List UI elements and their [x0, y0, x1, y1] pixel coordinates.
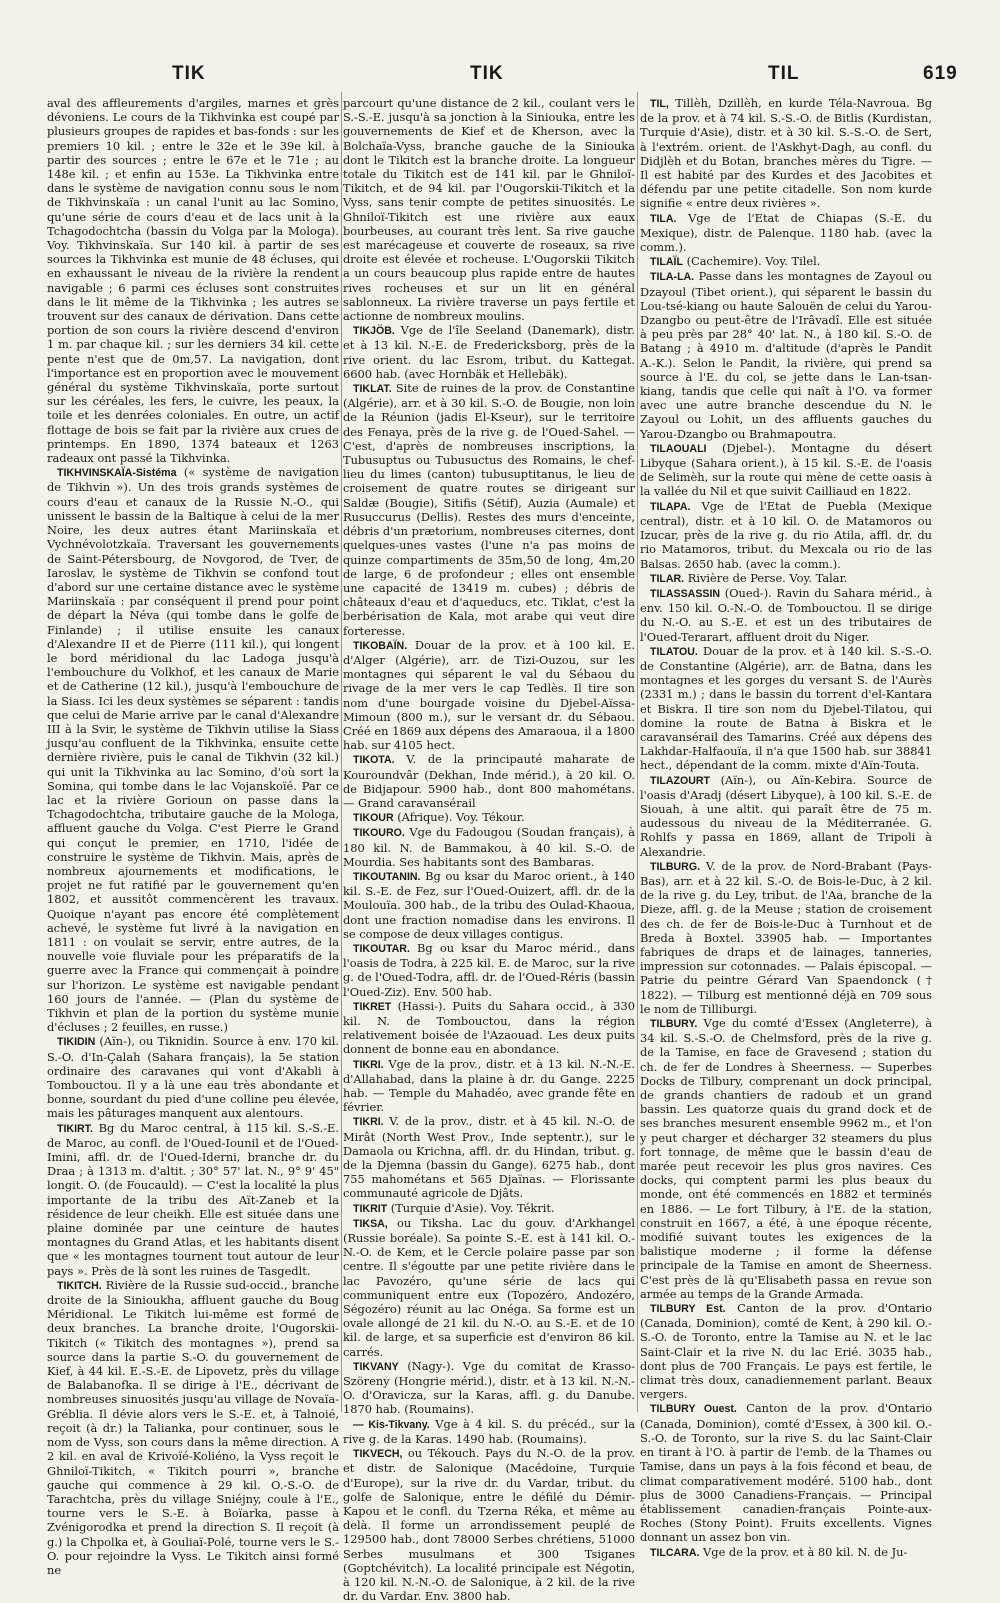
- entry-body: Rivière de Perse. Voy. Talar.: [684, 570, 848, 585]
- header-right-guide-word: TIL: [768, 63, 800, 84]
- dictionary-entry: [47, 465, 339, 1034]
- dictionary-entry: [640, 586, 932, 644]
- dictionary-entry: [343, 1057, 635, 1115]
- entry-headword: TIL,: [650, 98, 669, 110]
- entry-body: ou Tékouch. Pays du N.-O. de la prov. et distr. de Salonique (Macédoine, Turquie d'Europe), sur la rive dr. du Vardar, tribut. du golfe de Salonique, entre le défilé du Démir-Kapou et le confl. du Tzerna Réka, et même au delà. Il forme un arrondissement peuplé de 129500 hab., dont 78000 Serbes chrétiens, 51000 Serbes musulmans et 300 Tsiganes (Goptchévitch). La localité principale est Négotin, à 120 kil. N.-N.-O. de Salonique, à 2 kil. de la rive dr. du Vardar. Env. 3800 hab.: [343, 1446, 635, 1603]
- dictionary-entry: [640, 1016, 932, 1301]
- entry-body: V. de la prov. de Nord-Brabant (Pays-Bas), arr. et à 22 kil. S.-O. de Bois-le-Duc, à 2 kil. de la rive g. du Ley, tribut. de l'Aa, branche de la Dieze, affl. g. de la Meuse ; station de croisement des ch. de fer de Bois-le-Duc à Turnhout et de Breda à Boxtel. 33905 hab. — Importantes fabriques de draps et de lainages, tanneries, impression sur cotonnades. — Palais épiscopal. — Patrie du peintre Gérard Van Spaendonck († 1822). — Tilburg est mentionné déjà en 709 sous le nom de Tilliburgi.: [640, 858, 932, 1016]
- dictionary-entry: [343, 638, 635, 753]
- dictionary-entry: [343, 752, 635, 810]
- entry-body: Douar de la prov. et à 140 kil. S.-S.-O. de Constantine (Algérie), arr. de Batna, dans les montagnes et les gorges du versant S. de l'Aurès (2331 m.) ; dans le bassin du torrent d'el-Kantara et Biskra. Il tire son nom du Djebel-Tilatou, qui domine la route de Batna à Biskra et le caravansérail des Tamarins. Créé aux dépens des Lakhdar-Halfaouïa, il n'a que 1500 hab. sur 38841 hect., dépendant de la comm. mixte d'Aïn-Touta.: [640, 643, 932, 773]
- entry-body: Vge à 4 kil. S. du précéd., sur la rive g. de la Karas. 1490 hab. (Roumains).: [343, 1416, 636, 1446]
- dictionary-entry: [640, 499, 932, 571]
- dictionary-entry: [47, 1121, 339, 1278]
- entry-body: Vge de l'Etat de Puebla (Mexique central), distr. et à 10 kil. O. de Matamoros ou Izucar, près de la rive g. du rio Atila, affl. dr. du rio Matamoros, tribut. du Mexcala ou rio de las Balsas. 2650 hab. (avec la comm.).: [640, 498, 932, 571]
- entry-body: (Aïn-), ou Aïn-Kebira. Source de l'oasis d'Aradj (désert Libyque), à 100 kil. S.-E. de Siouah, à une altit. qui paraît être de 75 m. audessous du niveau de la Méditerranée. G. Rohlfs y passa en 1869, allant de Tripoli à Alexandrie.: [640, 772, 932, 859]
- entry-headword: — Kis-Tikvany.: [353, 1418, 430, 1431]
- dictionary-entry: [343, 825, 635, 869]
- entry-headword: TILA.: [650, 212, 677, 225]
- entry-body: Canton de la prov. d'Ontario (Canada, Dominion), comté de Kent, à 290 kil. O.-S.-O. de Toronto, entre la Tamise au N. et le lac Saint-Clair et la rive N. du lac Erié. 3035 hab., dont plus de 700 Français. Le pays est fertile, le climat très doux, canadiennement parlant. Beaux vergers.: [640, 1301, 932, 1402]
- entry-body: Bg ou ksar du Maroc mérid., dans l'oasis de Todra, à 225 kil. E. de Maroc, sur la rive g. de l'Oued-Todra, affl. dr. de l'Oued-Réris (bassin l'Oued-Ziz). Env. 500 hab.: [343, 940, 635, 999]
- dictionary-entry: [343, 323, 635, 381]
- entry-headword: TIKITCH.: [57, 1279, 102, 1292]
- dictionary-entry: [343, 1114, 635, 1200]
- entry-headword: TILAPA.: [650, 500, 691, 513]
- entry-body: (Aïn-), ou Tiknidin. Source à env. 170 kil. S.-O. d'In-Çalah (Sahara français), la 5e station ordinaire des caravanes qui vont d'Akabli à Tombouctou. Il y a là une eau très abondante et bonne, sourdant du pied d'une colline peu élevée, mais les pâturages manquent aux alentours.: [47, 1034, 339, 1121]
- entry-body: Bg du Maroc central, à 115 kil. S.-S.-E. de Maroc, au confl. de l'Oued-Iounil et de l'Oued-Imini, affl. dr. de l'Oued-Iderni, branche dr. du Draa ; à 1313 m. d'altit. ; 30° 57' lat. N., 9° 9' 45" longit. O. (de Foucauld). — C'est la localité la plus importante de la tribu des Aït-Zaneb et la résidence de leur cheikh. Elle est située dans une plaine dominée par une ceinture de hautes montagnes du Grand Atlas, et les habitants disent que « les montagnes tournent tout autour de leur pays ». Près de là sont les ruines de Tasgedlt.: [47, 1120, 339, 1278]
- dictionary-entry: [343, 1446, 635, 1603]
- dictionary-entry: [640, 1301, 932, 1401]
- header-center-guide-word: TIK: [470, 63, 504, 84]
- entry-headword: TILAÏL: [650, 256, 683, 269]
- dictionary-entry: [640, 859, 932, 1016]
- entry-body: ou Tiksha. Lac du gouv. d'Arkhangel (Russie boréale). Sa pointe S.-E. est à 141 kil. O.-N.-O. de Kem, et le Cercle polaire passe par son centre. Il s'égoutte par une petite rivière dans le lac Pavozéro, qu'une série de lacs qui communiquent entre eux (Topozéro, Andozéro, Ségozéro) réunit au lac Onéga. Sa forme est un ovale allongé de 21 kil. du N.-O. au S.-E. et de 10 kil. de large, et sa superficie est d'environ 86 kil. carrés.: [343, 1215, 635, 1359]
- entry-headword: TIKSA,: [353, 1217, 388, 1230]
- entry-headword: TILASSASSIN: [650, 587, 721, 600]
- entry-body: (Hassi-). Puits du Sahara occid., à 330 kil. N. de Tombouctou, dans la région relativement boisée de l'Azaouad. Les deux puits donnent de bonne eau en abondance.: [343, 998, 635, 1057]
- dictionary-entry: [640, 644, 932, 773]
- entry-body: Vge de l'Etat de Chiapas (S.-E. du Mexique), distr. de Palenque. 1180 hab. (avec la comm.).: [640, 210, 932, 255]
- entry-body: Canton de la prov. d'Ontario (Canada, Dominion), comté d'Essex, à 300 kil. O.-S.-O. de Toronto, sur la rive S. du lac Saint-Clair en tirant à l'O. à partir de l'emb. de la Thames ou Tamise, dans un pays à la fois fécond et beau, de climat comparativement modéré. 5100 hab., dont plus de 3000 Canadiens-Français. — Principal établissement canadien-français Pointe-aux-Roches (Stony Point). Fruits excellents. Vignes donnant un assez bon vin.: [640, 1401, 932, 1545]
- entry-headword: TILBURY Est.: [650, 1303, 726, 1316]
- dictionary-entry: [640, 1401, 932, 1544]
- entry-headword: TIKVECH,: [353, 1448, 403, 1461]
- dictionary-entry: [343, 810, 635, 825]
- entry-body: Bg ou ksar du Maroc orient., à 140 kil. S.-E. de Fez, sur l'Oued-Ouizert, affl. dr. de la Moulouïa. 300 hab., de la tribu des Oulad-Khaoua, dont une fraction nomadise dans les environs. Il se compose de deux villages contigus.: [343, 868, 635, 941]
- entry-body: aval des affleurements d'argiles, marnes et grès dévoniens. Le cours de la Tikhvinka est coupé par plusieurs groupes de rapides et bas-fonds : sur les premiers 10 kil. ; entre le 32e et le 39e kil. à partir des sources ; entre le 67e et le 71e ; au 148e kil. ; et enfin au 153e. La Tikhvinka entre dans le système de navigation connu sous le nom de Tikhvinskaïa : un canal l'unit au lac Somino, qu'une série de cours d'eau et de lacs unit à la Tchagodochtcha (bassin du Volga par la Mologa). Voy. Tikhvinskaïa. Sur 140 kil. à partir de ses sources la Tikhvinka est munie de 48 écluses, qui en exhaussant le niveau de la rivière la rendent navigable ; 6 parmi ces écluses sont construites dans le lit même de la Tikhvinka ; les autres se trouvent sur des canaux de dérivation. Dans cette portion de son cours la rivière descend d'environ 1 m. par chaque kil. ; sur les derniers 34 kil. cette pente n'est que de 0m,57. La navigation, dont l'importance est en proportion avec le mouvement général du système Tikhvinskaïa, porte surtout sur les céréales, les fers, le cuivre, les peaux, la toile et les denrées coloniales. En outre, un actif flottage de bois se fait par la rivière aux crues de printemps. En 1890, 1374 bateaux et 1263 radeaux ont passé la Tikhvinka.: [47, 96, 339, 466]
- dictionary-entry: [640, 96, 932, 211]
- entry-headword: TILATOU.: [650, 645, 698, 658]
- dictionary-entry: [47, 1278, 339, 1577]
- entry-headword: TIKOUTAR.: [353, 942, 410, 955]
- dictionary-entry: [640, 211, 932, 255]
- dictionary-entry: [640, 773, 932, 859]
- entry-body: Site de ruines de la prov. de Constantine (Algérie), arr. et à 30 kil. S.-O. de Bougie, non loin de la Réunion (jadis El-Kseur), sur le territoire des Fenaya, près de la rive g. de l'Oued-Sahel. — C'est, d'après de nombreuses inscriptions, la Tubusuptus ou Tubusuctus des Romains, le chef-lieu du limes (canton) tubusuptitanus, le lieu de croisement de quatre routes se dirigeant sur Saldæ (Bougie), Sitifis (Sétif), Auzia (Aumale) et Rusuccurus (Dellis). Restes des murs d'enceinte, débris d'un prætorium, nombreuses citernes, dont quelques-unes vastes (l'une n'a pas moins de quinze compartiments de 35m,50 de long, 4m,20 de large, 6 de profondeur ; elles ont ensemble une capacité de 13419 m. cubes) ; débris de châteaux d'eau et d'aqueducs, etc. Tiklat, c'est la berbérisation de Kala, mot arabe qui veut dire forteresse.: [343, 381, 635, 638]
- entry-headword: TILCARA.: [650, 1546, 700, 1559]
- entry-headword: TIKOUTANIN.: [353, 870, 421, 883]
- entry-body: (Djebel-). Montagne du désert Libyque (Sahara orient.), à 15 kil. S.-E. de l'oasis de Selimèh, sur la route qui mène de cette oasis à la vallée du Nil et que suivit Cailliaud en 1822.: [640, 440, 932, 499]
- column-divider: [637, 92, 638, 1412]
- dictionary-entry: [343, 1417, 635, 1446]
- page-number: 619: [923, 63, 958, 84]
- dictionary-entry: [640, 254, 932, 269]
- entry-body: Vge du comté d'Essex (Angleterre), à 34 kil. S.-S.-O. de Chelmsford, près de la rive g. de la Tamise, en face de Gravesend ; station du ch. de fer de Londres à Sheerness. — Superbes Docks de Tilbury, comprenant un dock principal, de grands chantiers de radoub et un grand bassin. Les quatorze quais du grand dock et de ses branches mesurent ensemble 9962 m., et l'on y peut charger et décharger 32 steamers du plus fort tonnage, de même que le bassin d'eau de marée peut recevoir les plus gros navires. Ces docks, qui comptent parmi les plus beaux du monde, ont été commencés en 1882 et terminés en 1886. — Le fort Tilbury, à l'E. de la station, construit en 1667, a été, à une époque récente, modifié suivant toutes les exigences de la balistique moderne ; il forme la défense principale de la Tamise en amont de Sheerness. C'est près de là qu'Elisabeth passa en revue son armée au temps de la Grande Armada.: [640, 1016, 932, 1301]
- entry-body: (Oued-). Ravin du Sahara mérid., à env. 150 kil. O.-N.-O. de Tombouctou. Il se dirige du N.-O. au S.-E. et est un des tributaires de l'Oued-Terarart, affluent droit du Niger.: [640, 585, 932, 644]
- entry-body: parcourt qu'une distance de 2 kil., coulant vers le S.-S.-E. jusqu'à sa jonction à la Siniouka, entre les gouvernements de Kief et de Kherson, avec la Bolchaïa-Vyss, branche gauche de la Siniouka dont le Tikitch est la branche droite. La longueur totale du Tikitch est de 141 kil. par le Ghniloï-Tikitch, et de 94 kil. par l'Ougorskii-Tikitch et la Vyss, sans tenir compte de petites sinuosités. Le Ghniloï-Tikitch est une rivière aux eaux bourbeuses, au courant très lent. Sa rive gauche est marécageuse et couverte de roseaux, sa rive droite est élevée et rocheuse. L'Ougorskii Tikitch a un cours beaucoup plus rapide entre de hautes rives rocheuses et sur un lit en général sablonneux. La rivière traverse un pays fertile et actionne de nombreux moulins.: [343, 96, 635, 324]
- entry-headword: TIKRI.: [353, 1116, 384, 1129]
- entry-body: Douar de la prov. et à 100 kil. E. d'Alger (Algérie), arr. de Tizi-Ouzou, sur les montagnes qui séparent le val du Sébaou du rivage de la mer vers le cap Tedlès. Il tire son nom d'une bourgade voisine du Djebel-Aïssa-Mimoun (800 m.), sur le versant dr. du Sébaou. Créé en 1869 aux dépens des Amaraoua, il a 1800 hab. sur 4105 hect.: [343, 637, 635, 753]
- entry-body: (Cachemire). Voy. Tilel.: [682, 254, 821, 269]
- entry-headword: TIKIDIN: [57, 1036, 96, 1049]
- entry-body: (Nagy-). Vge du comitat de Krasso-Szöreny (Hongrie mérid.), distr. et à 13 kil. N.-N.-O. d'Oravicza, sur la Karas, affl. g. du Danube. 1870 hab. (Roumains).: [343, 1358, 635, 1417]
- entry-body: (Turquie d'Asie). Voy. Tékrit.: [387, 1200, 555, 1215]
- dictionary-entry: [343, 1216, 635, 1359]
- entry-headword: TILAZOURT: [650, 774, 711, 787]
- entry-body: (Afrique). Voy. Tékour.: [393, 810, 525, 825]
- entry-body: Vge de la prov. et à 80 kil. N. de Ju-: [699, 1544, 908, 1559]
- dictionary-entry: [640, 441, 932, 499]
- entry-body: Vge de l'île Seeland (Danemark), distr. et à 13 kil. N.-E. de Fredericksborg, près de la rive orient. du lac Esrom, tribut. du Kattegat. 6600 hab. (avec Hornbäk et Hellebäk).: [343, 323, 635, 381]
- dictionary-entry: [343, 999, 635, 1057]
- entry-headword: TILBURG.: [650, 860, 701, 873]
- dictionary-entry: [343, 96, 635, 323]
- entry-headword: TIKRI.: [353, 1058, 384, 1071]
- entry-headword: TILBURY.: [650, 1018, 698, 1030]
- entry-body: Passe dans les montagnes de Zayoul ou Dzayoul (Tibet orient.), qui séparent le bassin du Lou-tsé-kiang ou haute Salouën de celui du Yarou-Dzangbo ou peut-être de l'Irâvadî. Elle est située à peu près par 28° 40' lat. N., à 180 kil. S.-O. de Batang ; à 4910 m. d'altitude (d'après le Pandit A.-K.). Selon le Pandit, la rivière, qui prend sa source à l'E. du col, se jette dans le Lan-tsan-kiang, tandis que celle qui naît à l'O. va former avec une autre branche descendue du N. le Zayoul ou Lohit, un des affluents gauches du Yarou-Dzangbo ou Brahmapoutra.: [640, 269, 932, 441]
- entry-headword: TILAR.: [650, 572, 685, 585]
- entry-headword: TIKLAT.: [353, 383, 392, 396]
- entry-body: Tillèh, Dzillèh, en kurde Téla-Navroua. Bg de la prov. et à 74 kil. S.-S.-O. de Bitlis (Kurdistan, Turquie d'Asie), distr. et à 30 kil. S.-S.-O. de Sert, à l'extrém. orient. de l'Askhyt-Dagh, au confl. du Didjlèh et du Botan, branches mères du Tigre. — Il est habité par des Kurdes et des Jacobites et défendu par une petite citadelle. Son nom kurde signifie « entre deux rivières ».: [640, 96, 932, 211]
- entry-headword: TIKRET: [353, 1000, 392, 1013]
- entry-headword: TILBURY Ouest.: [650, 1403, 737, 1416]
- text-column-3: [640, 96, 932, 1559]
- entry-body: Rivière de la Russie sud-occid., branche droite de la Sinioukha, affluent gauche du Boug Méridional. Le Tikitch lui-même est formé de deux branches. La branche droite, l'Ougorskii-Tikitch (« Tikitch des montagnes »), prend sa source dans la partie S.-O. du gouvernement de Kief, à 44 kil. E.-S.-E. de Lipovetz, près du village de Balabanofka. Il se dirige à l'E., décrivant de nombreuses sinuosités jusqu'au village de Novaïa-Gréblia. Il dévie alors vers le S.-E. et, à Talnoié, reçoit (à dr.) la Talianka, pour continuer, sous le nom de Vyss, son cours dans la même direction. A 2 kil. en aval de Krivoïé-Koliéno, la Vyss reçoit le Ghniloï-Tikitch, « Tikitch pourri », branche gauche qui commence à 29 kil. O.-S.-O. de Tarachtcha, près du village Sniéjny, coule à l'E., tourne vers le S.-E. à Boïarka, passe à Zvénigorodka et prend la direction S. Il reçoit (à g.) la Chpolka et, à Gouliaï-Polé, tourne vers le S.-O. pour rejoindre la Vyss. Le Tikitch ainsi formé ne: [47, 1277, 339, 1577]
- entry-headword: TIKRIT: [353, 1202, 388, 1215]
- entry-headword: TIKOUR: [353, 812, 394, 825]
- dictionary-entry: [640, 269, 932, 440]
- dictionary-entry: [640, 571, 932, 586]
- dictionary-entry: [47, 96, 339, 465]
- running-header: [0, 63, 1000, 93]
- dictionary-entry: [640, 1545, 932, 1560]
- entry-headword: TIKIRT.: [57, 1122, 93, 1135]
- header-left-guide-word: TIK: [172, 63, 206, 84]
- entry-headword: TILAOUALI: [650, 442, 707, 455]
- entry-headword: TIKOBAÏN.: [353, 639, 408, 652]
- entry-headword: TIKOTA.: [353, 754, 395, 767]
- dictionary-entry: [47, 1034, 339, 1120]
- entry-headword: TIKOURO.: [353, 827, 405, 840]
- entry-headword: TILA-LA.: [650, 271, 695, 284]
- entry-headword: TIKHVINSKAÏA-Sistéma: [57, 467, 177, 480]
- dictionary-entry: [343, 1359, 635, 1417]
- text-column-1: [47, 96, 339, 1577]
- text-column-2: [343, 96, 636, 1603]
- entry-body: V. de la principauté maharate de Kouroundvâr (Dekhan, Inde mérid.), à 20 kil. O. de Bidjapour. 5900 hab., dont 800 mahométans. — Grand caravansérail: [343, 752, 635, 810]
- dictionary-entry: [343, 381, 635, 638]
- column-divider: [341, 92, 342, 1412]
- entry-headword: TIKVANY: [353, 1360, 399, 1373]
- dictionary-entry: [343, 941, 635, 999]
- entry-headword: TIKJÖB.: [353, 325, 395, 338]
- entry-body: (« système de navigation de Tikhvin »). Un des trois grands systèmes de cours d'eau et canaux de la Russie N.-O., qui unissent le bassin de la Baltique à celui de la mer Noire, les deux autres étant Mariinskaïa et Vychnévolotzkaïa. Traversant les gouvernements de Saint-Pétersbourg, de Novgorod, de Tver, de Iaroslav, le système de Tikhvin se confond tout d'abord sur une certaine distance avec le système Mariinskaïa : par conséquent il prend pour point de départ la Néva (qui tombe dans le golfe de Finlande) ; il utilise ensuite les canaux d'Alexandre II et de Pierre (111 kil.), qui longent le bord méridional du lac Ladoga jusqu'à l'embouchure du Volkhof, et les canaux de Marie et de Catherine (12 kil.), jusqu'à l'embouchure de la Siass. Ici les deux systèmes se séparent : tandis que celui de Marie arrive par le canal d'Alexandre III à la Svir, le système de Tikhvin utilise la Siass jusqu'au confluent de la Tikhvinka, ensuite cette dernière rivière, puis le canal de Tikhvin (32 kil.) qui unit la Tikhvinka au lac Somino, d'où sort la Somina, qui tombe dans le lac Vojanskoïé. Par ce lac et la rivière Gorioun on passe dans la Tchagodochtcha, tributaire gauche de la Mologa, affluent gauche du Volga. C'est Pierre le Grand qui conçut le premier, en 1710, l'idée de construire le système de Tikhvin. Mais, après de nombreux ajournements et modifications, le projet ne fut ratifié par le gouvernement qu'en 1802, et aussitôt commencèrent les travaux. Quoique n'ayant pas encore été complètement achevé, le système fut livré à la navigation en 1811 : on voulait se servir, entre autres, de la nouvelle voie fluviale pour les préparatifs de la guerre avec la France qui commençait à poindre sur l'horizon. Le système est navigable pendant 160 jours de l'année. — (Plan du système de Tikhvin et plan de la portion du système munie d'écluses ; 2 feuilles, en russe.): [47, 465, 339, 1035]
- dictionary-entry: [343, 1201, 635, 1216]
- entry-body: Vge du Fadougou (Soudan français), à 180 kil. N. de Bammakou, à 40 kil. S.-O. de Mourdia. Ses habitants sont des Bambaras.: [343, 825, 635, 869]
- entry-body: Vge de la prov., distr. et à 13 kil. N.-N.-E. d'Allahabad, dans la plaine à dr. du Gange. 2225 hab. — Temple du Mahadéo, avec grande fête en février.: [343, 1056, 635, 1115]
- dictionary-entry: [343, 869, 635, 941]
- entry-body: V. de la prov., distr. et à 45 kil. N.-O. de Mirât (North West Prov., Inde septentr.), sur le Damaola ou Krichna, affl. dr. du Hindan, tribut. g. de la Djemna (bassin du Gange). 6275 hab., dont 755 mahométans et 565 Djaïnas. — Florissante communauté agricole de Djâts.: [343, 1114, 635, 1201]
